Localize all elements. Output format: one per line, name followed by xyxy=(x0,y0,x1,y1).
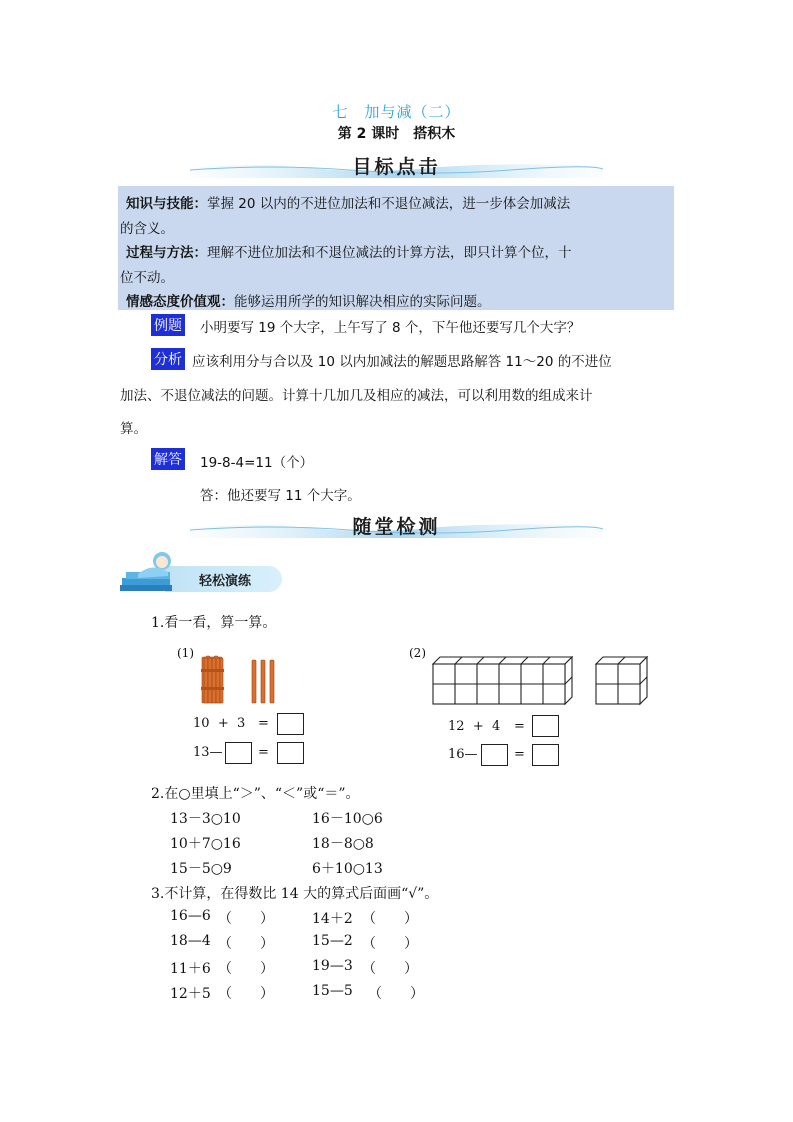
q1-p2-eq2: 16— xyxy=(448,747,478,762)
q2-item: 6＋10○13 xyxy=(312,861,383,877)
answer-box[interactable] xyxy=(225,742,252,764)
q1-p1-eq1: 10 + 3 xyxy=(193,716,246,731)
lesson-title: 第 2 课时 搭积木 xyxy=(337,126,456,142)
q2-item: 15－5○9 xyxy=(170,861,232,877)
example-text: 小明要写 19 个大字，上午写了 8 个，下午他还要写几个大字？ xyxy=(200,320,581,336)
answer-box[interactable] xyxy=(277,742,304,764)
answer-box[interactable] xyxy=(277,713,304,735)
q1-p2-eq1-equals: = xyxy=(514,719,525,734)
q2-item: 10＋7○16 xyxy=(170,836,241,852)
sticks-bundle-icon xyxy=(200,655,290,705)
q3-answer-paren[interactable]: （ ） xyxy=(362,961,418,977)
q3-answer-paren[interactable]: （ ） xyxy=(218,911,274,927)
q3-answer-paren[interactable]: （ ） xyxy=(218,936,274,952)
blocks-icon xyxy=(430,656,650,708)
q3-item: 11＋6 xyxy=(170,961,211,977)
q3-item: 12＋5 xyxy=(170,986,211,1002)
goal-process: 过程与方法：理解不进位加法和不退位减法的计算方法，即只计算个位，十 xyxy=(126,245,572,261)
q3-item: 15—5 xyxy=(312,983,353,999)
q3-item: 19—3 xyxy=(312,958,353,974)
q1-part2-label: (2) xyxy=(409,646,426,660)
chapter-title: 七 加与减（二） xyxy=(332,103,461,121)
answer-box[interactable] xyxy=(532,715,559,737)
answer-box[interactable] xyxy=(481,744,508,766)
q3-answer-paren[interactable]: （ ） xyxy=(368,986,424,1002)
answer-box[interactable] xyxy=(532,744,559,766)
q1-title: 1.看一看，算一算。 xyxy=(151,615,277,631)
goal-knowledge-cont: 的含义。 xyxy=(120,221,174,237)
q3-answer-paren[interactable]: （ ） xyxy=(362,936,418,952)
test-banner-title: 随堂检测 xyxy=(352,516,441,538)
test-banner xyxy=(190,512,603,538)
goals-box xyxy=(118,186,674,310)
goals-banner-title: 目标点击 xyxy=(352,156,441,178)
goals-banner xyxy=(190,152,603,178)
answer-formula: 19-8-4=11（个） xyxy=(200,455,314,471)
q3-item: 16—6 xyxy=(170,908,211,924)
q3-item: 14＋2 xyxy=(312,911,353,927)
analysis-line1: 应该利用分与合以及 10 以内加减法的解题思路解答 11～20 的不进位 xyxy=(192,354,612,370)
goal-knowledge: 知识与技能：掌握 20 以内的不进位加法和不退位减法，进一步体会加减法 xyxy=(126,196,571,212)
answer-sentence: 答：他还要写 11 个大字。 xyxy=(200,488,361,504)
q2-item: 16－10○6 xyxy=(312,811,383,827)
section-label: 轻松演练 xyxy=(199,574,252,589)
q3-item: 15—2 xyxy=(312,933,353,949)
answer-tag: 解答 xyxy=(151,448,185,470)
goal-process-cont: 位不动。 xyxy=(120,270,174,286)
q1-part1-label: (1) xyxy=(177,646,194,660)
q3-title: 3.不计算，在得数比 14 大的算式后面画“√”。 xyxy=(151,886,439,902)
goal-emotion: 情感态度价值观：能够运用所学的知识解决相应的实际问题。 xyxy=(126,294,491,310)
reading-kid-icon xyxy=(118,548,190,594)
q1-p1-eq2-equals: = xyxy=(258,745,269,760)
q3-item: 18—4 xyxy=(170,933,211,949)
q3-answer-paren[interactable]: （ ） xyxy=(362,911,418,927)
q2-title: 2.在○里填上“＞”、“＜”或“＝”。 xyxy=(151,786,360,802)
q1-p2-eq2-equals: = xyxy=(514,747,525,762)
q1-p1-eq2: 13— xyxy=(193,745,223,760)
q1-p1-eq1-equals: = xyxy=(258,716,269,731)
q2-item: 13－3○10 xyxy=(170,811,241,827)
analysis-tag: 分析 xyxy=(151,348,185,370)
q3-answer-paren[interactable]: （ ） xyxy=(218,986,274,1002)
q2-item: 18－8○8 xyxy=(312,836,374,852)
example-tag: 例题 xyxy=(151,314,185,336)
analysis-line3: 算。 xyxy=(120,421,147,437)
q1-p2-eq1: 12 + 4 xyxy=(448,719,501,734)
q3-answer-paren[interactable]: （ ） xyxy=(218,961,274,977)
analysis-line2: 加法、不退位减法的问题。计算十几加几及相应的减法，可以利用数的组成来计 xyxy=(120,388,593,404)
